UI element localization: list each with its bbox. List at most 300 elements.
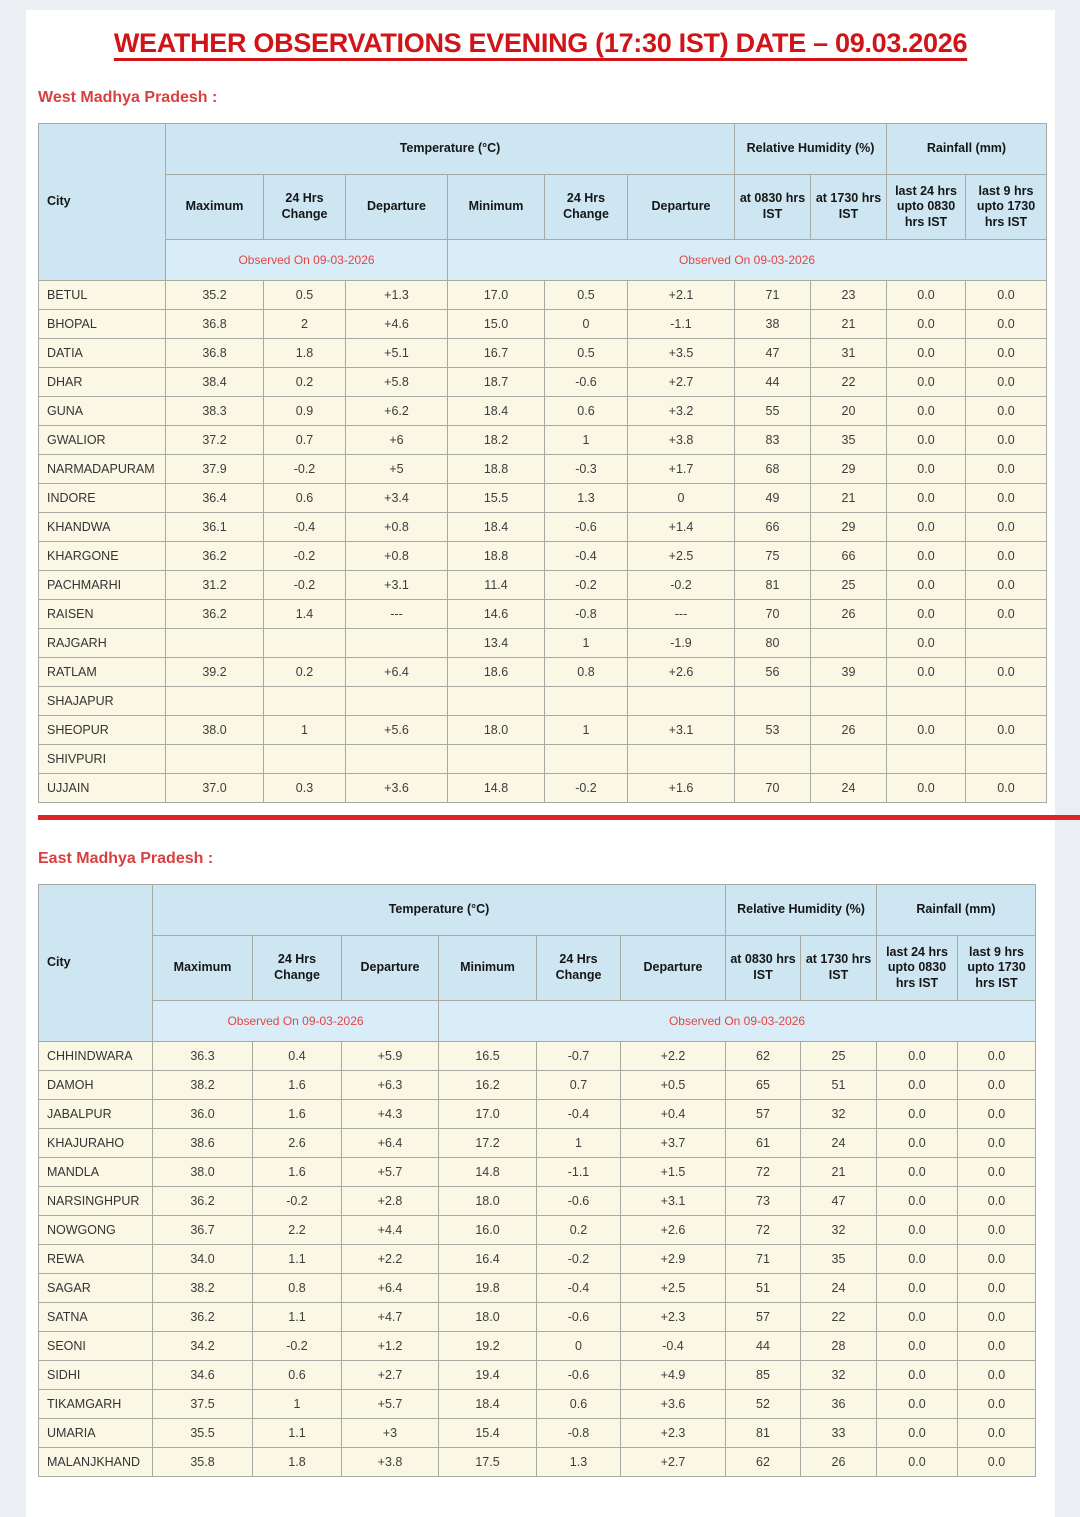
city-cell: MALANJKHAND (39, 1448, 153, 1477)
value-cell: +2.5 (621, 1274, 726, 1303)
table-row (39, 629, 1047, 658)
value-cell: 0.0 (887, 455, 966, 484)
value-cell: 0.0 (966, 339, 1047, 368)
value-cell: +5.9 (342, 1042, 439, 1071)
column-header-row (39, 936, 1036, 1001)
value-cell: +4.3 (342, 1100, 439, 1129)
table-row (39, 1332, 1036, 1361)
city-cell: GUNA (39, 397, 166, 426)
table-header-west (39, 124, 1047, 281)
table-row (39, 426, 1047, 455)
value-cell: 0.0 (958, 1100, 1036, 1129)
value-cell: +0.4 (621, 1100, 726, 1129)
table-row (39, 1158, 1036, 1187)
table-row (39, 542, 1047, 571)
value-cell: -0.2 (264, 571, 346, 600)
city-cell: KHANDWA (39, 513, 166, 542)
col-header-city: City (39, 885, 153, 1042)
observed-on-label-temp: Observed On 09-03-2026 (153, 1001, 439, 1042)
value-cell: 1.1 (253, 1419, 342, 1448)
value-cell: 16.4 (439, 1245, 537, 1274)
col-header-max-departure: Departure (342, 936, 439, 1001)
observed-row (39, 1001, 1036, 1042)
value-cell: 34.0 (153, 1245, 253, 1274)
value-cell: +2.3 (621, 1419, 726, 1448)
value-cell: 73 (726, 1187, 801, 1216)
value-cell: -0.6 (545, 513, 628, 542)
table-row (39, 1274, 1036, 1303)
value-cell: 0 (545, 310, 628, 339)
table-row (39, 774, 1047, 803)
value-cell: 0.0 (966, 455, 1047, 484)
value-cell: 15.0 (448, 310, 545, 339)
value-cell: 0.0 (877, 1361, 958, 1390)
table-row (39, 687, 1047, 716)
value-cell: 55 (735, 397, 811, 426)
bulletin-page (26, 10, 1055, 1517)
city-cell: UMARIA (39, 1419, 153, 1448)
observed-on-label-temp: Observed On 09-03-2026 (166, 240, 448, 281)
city-cell: BHOPAL (39, 310, 166, 339)
value-cell: 36 (801, 1390, 877, 1419)
value-cell: 0.0 (887, 571, 966, 600)
value-cell: 18.7 (448, 368, 545, 397)
value-cell (346, 629, 448, 658)
value-cell: 0.0 (887, 426, 966, 455)
value-cell: 1 (545, 426, 628, 455)
observed-row (39, 240, 1047, 281)
value-cell: -0.6 (537, 1303, 621, 1332)
value-cell: +2.6 (628, 658, 735, 687)
value-cell: 14.8 (448, 774, 545, 803)
value-cell: 75 (735, 542, 811, 571)
table-row (39, 1129, 1036, 1158)
table-row (39, 1419, 1036, 1448)
value-cell: 37.2 (166, 426, 264, 455)
table-row (39, 1361, 1036, 1390)
value-cell: 0.0 (958, 1187, 1036, 1216)
value-cell: 0.0 (887, 513, 966, 542)
col-header-rain-24h: last 24 hrs upto 0830 hrs IST (877, 936, 958, 1001)
value-cell: 18.4 (448, 513, 545, 542)
city-cell: SEONI (39, 1332, 153, 1361)
value-cell: 19.4 (439, 1361, 537, 1390)
value-cell: 38.0 (166, 716, 264, 745)
value-cell: +6 (346, 426, 448, 455)
city-cell: KHARGONE (39, 542, 166, 571)
value-cell: 36.1 (166, 513, 264, 542)
value-cell: 37.9 (166, 455, 264, 484)
table-row (39, 281, 1047, 310)
value-cell: 18.0 (439, 1303, 537, 1332)
value-cell: 0.0 (877, 1158, 958, 1187)
value-cell: +4.6 (346, 310, 448, 339)
value-cell: 0.0 (966, 716, 1047, 745)
table-row (39, 1390, 1036, 1419)
value-cell: +0.8 (346, 542, 448, 571)
city-cell: UJJAIN (39, 774, 166, 803)
col-header-max-change: 24 Hrs Change (264, 175, 346, 240)
city-cell: INDORE (39, 484, 166, 513)
value-cell (166, 745, 264, 774)
weather-table-west (38, 123, 1047, 803)
value-cell: 52 (726, 1390, 801, 1419)
table-row (39, 455, 1047, 484)
value-cell: 0.0 (958, 1274, 1036, 1303)
value-cell: 2 (264, 310, 346, 339)
value-cell: 0.7 (264, 426, 346, 455)
group-header-humidity: Relative Humidity (%) (735, 124, 887, 175)
value-cell (966, 687, 1047, 716)
value-cell (966, 629, 1047, 658)
value-cell: 18.4 (439, 1390, 537, 1419)
value-cell: 22 (801, 1303, 877, 1332)
value-cell: +5.8 (346, 368, 448, 397)
value-cell: 0.0 (887, 542, 966, 571)
table-row (39, 716, 1047, 745)
city-cell: SIDHI (39, 1361, 153, 1390)
value-cell: 0.0 (966, 281, 1047, 310)
value-cell: 0.0 (966, 542, 1047, 571)
value-cell: -0.2 (545, 571, 628, 600)
value-cell: 13.4 (448, 629, 545, 658)
value-cell: 19.8 (439, 1274, 537, 1303)
value-cell: +0.5 (621, 1071, 726, 1100)
value-cell: 29 (811, 513, 887, 542)
table-row (39, 339, 1047, 368)
value-cell: +5.7 (342, 1158, 439, 1187)
value-cell: 1.1 (253, 1303, 342, 1332)
value-cell: +1.6 (628, 774, 735, 803)
value-cell: +3.2 (628, 397, 735, 426)
value-cell: 0.0 (966, 571, 1047, 600)
value-cell: 0.0 (877, 1216, 958, 1245)
value-cell: 62 (726, 1448, 801, 1477)
value-cell: 0.0 (958, 1158, 1036, 1187)
value-cell: 47 (735, 339, 811, 368)
value-cell: 0.0 (877, 1129, 958, 1158)
value-cell: 70 (735, 600, 811, 629)
value-cell: +2.9 (621, 1245, 726, 1274)
value-cell: 36.7 (153, 1216, 253, 1245)
col-header-min-change: 24 Hrs Change (545, 175, 628, 240)
value-cell: 18.6 (448, 658, 545, 687)
value-cell (966, 745, 1047, 774)
value-cell: 25 (811, 571, 887, 600)
value-cell: 0.0 (877, 1100, 958, 1129)
value-cell: +6.3 (342, 1071, 439, 1100)
value-cell (735, 745, 811, 774)
col-header-rain-24h: last 24 hrs upto 0830 hrs IST (887, 175, 966, 240)
value-cell: 34.6 (153, 1361, 253, 1390)
value-cell (346, 745, 448, 774)
value-cell: 66 (811, 542, 887, 571)
value-cell: 0.8 (253, 1274, 342, 1303)
city-cell: NARMADAPURAM (39, 455, 166, 484)
observed-on-label-rest: Observed On 09-03-2026 (448, 240, 1047, 281)
value-cell: 33 (801, 1419, 877, 1448)
value-cell: +6.4 (342, 1129, 439, 1158)
table-row (39, 1187, 1036, 1216)
value-cell: +0.8 (346, 513, 448, 542)
value-cell: 0.0 (877, 1419, 958, 1448)
value-cell (811, 745, 887, 774)
value-cell: 0.0 (887, 629, 966, 658)
value-cell: -0.4 (545, 542, 628, 571)
red-divider (38, 815, 1080, 820)
group-header-temperature: Temperature (°C) (166, 124, 735, 175)
value-cell: 32 (801, 1100, 877, 1129)
value-cell: 0.8 (545, 658, 628, 687)
table-row (39, 1245, 1036, 1274)
value-cell: 57 (726, 1100, 801, 1129)
value-cell: 0.0 (877, 1187, 958, 1216)
col-header-minimum: Minimum (439, 936, 537, 1001)
group-header-row (39, 124, 1047, 175)
col-header-rh-1730: at 1730 hrs IST (811, 175, 887, 240)
value-cell: 0.5 (264, 281, 346, 310)
value-cell: 0.0 (877, 1448, 958, 1477)
table-row (39, 571, 1047, 600)
value-cell: --- (346, 600, 448, 629)
city-cell: SHIVPURI (39, 745, 166, 774)
value-cell: 1 (545, 629, 628, 658)
value-cell: +6.4 (342, 1274, 439, 1303)
value-cell: 49 (735, 484, 811, 513)
value-cell: 1 (537, 1129, 621, 1158)
col-header-min-departure: Departure (621, 936, 726, 1001)
table-body-west (39, 281, 1047, 803)
value-cell: 0.0 (887, 658, 966, 687)
value-cell: +2.1 (628, 281, 735, 310)
value-cell: 11.4 (448, 571, 545, 600)
table-row (39, 397, 1047, 426)
value-cell: 0.0 (958, 1390, 1036, 1419)
col-header-min-change: 24 Hrs Change (537, 936, 621, 1001)
value-cell: 21 (801, 1158, 877, 1187)
value-cell: 0.0 (887, 716, 966, 745)
value-cell: 1.4 (264, 600, 346, 629)
city-cell: RAISEN (39, 600, 166, 629)
value-cell: 36.2 (153, 1303, 253, 1332)
value-cell: +2.3 (621, 1303, 726, 1332)
value-cell: 18.0 (439, 1187, 537, 1216)
value-cell: 14.6 (448, 600, 545, 629)
value-cell: 16.5 (439, 1042, 537, 1071)
value-cell: 72 (726, 1158, 801, 1187)
value-cell: 81 (726, 1419, 801, 1448)
value-cell: 70 (735, 774, 811, 803)
value-cell: -0.2 (253, 1187, 342, 1216)
value-cell: 0.0 (966, 774, 1047, 803)
value-cell: 26 (811, 716, 887, 745)
value-cell: 0.0 (958, 1361, 1036, 1390)
value-cell: +2.8 (342, 1187, 439, 1216)
value-cell: 38.2 (153, 1274, 253, 1303)
value-cell: 24 (801, 1129, 877, 1158)
value-cell: +4.9 (621, 1361, 726, 1390)
value-cell: 24 (801, 1274, 877, 1303)
column-header-row (39, 175, 1047, 240)
value-cell: 28 (801, 1332, 877, 1361)
value-cell: 0.0 (958, 1448, 1036, 1477)
value-cell: +2.2 (342, 1245, 439, 1274)
value-cell: 37.0 (166, 774, 264, 803)
weather-table-east (38, 884, 1036, 1477)
value-cell: 36.0 (153, 1100, 253, 1129)
value-cell: 57 (726, 1303, 801, 1332)
value-cell: +3.6 (621, 1390, 726, 1419)
value-cell: 2.6 (253, 1129, 342, 1158)
value-cell: 0.0 (966, 310, 1047, 339)
value-cell: 17.0 (448, 281, 545, 310)
value-cell: 0.0 (877, 1274, 958, 1303)
value-cell: 0.0 (958, 1216, 1036, 1245)
group-header-humidity: Relative Humidity (%) (726, 885, 877, 936)
value-cell: 35 (811, 426, 887, 455)
value-cell (346, 687, 448, 716)
value-cell: 0.0 (887, 397, 966, 426)
value-cell: +3 (342, 1419, 439, 1448)
value-cell (628, 745, 735, 774)
value-cell: -0.4 (264, 513, 346, 542)
table-row (39, 1042, 1036, 1071)
value-cell: 36.3 (153, 1042, 253, 1071)
value-cell: -0.2 (264, 542, 346, 571)
value-cell: -0.8 (545, 600, 628, 629)
value-cell: 0.0 (966, 368, 1047, 397)
col-header-rain-9h: last 9 hrs upto 1730 hrs IST (958, 936, 1036, 1001)
value-cell: -0.6 (537, 1361, 621, 1390)
value-cell: +2.5 (628, 542, 735, 571)
value-cell: +4.4 (342, 1216, 439, 1245)
table-body-east (39, 1042, 1036, 1477)
value-cell: 0.0 (877, 1390, 958, 1419)
value-cell: +5.1 (346, 339, 448, 368)
value-cell: +3.6 (346, 774, 448, 803)
value-cell: 83 (735, 426, 811, 455)
value-cell: 18.0 (448, 716, 545, 745)
table-row (39, 484, 1047, 513)
value-cell: +2.7 (342, 1361, 439, 1390)
value-cell: -0.2 (264, 455, 346, 484)
value-cell: 0.5 (545, 281, 628, 310)
value-cell: +3.8 (628, 426, 735, 455)
value-cell: 0.0 (887, 774, 966, 803)
value-cell: 14.8 (439, 1158, 537, 1187)
city-cell: NOWGONG (39, 1216, 153, 1245)
value-cell: 0.0 (958, 1303, 1036, 1332)
group-header-rainfall: Rainfall (mm) (877, 885, 1036, 936)
value-cell: 36.4 (166, 484, 264, 513)
value-cell: -0.4 (537, 1100, 621, 1129)
value-cell: 18.8 (448, 455, 545, 484)
value-cell: 51 (726, 1274, 801, 1303)
value-cell: 36.2 (153, 1187, 253, 1216)
value-cell: 66 (735, 513, 811, 542)
value-cell: 16.0 (439, 1216, 537, 1245)
value-cell: 85 (726, 1361, 801, 1390)
city-cell: SHAJAPUR (39, 687, 166, 716)
value-cell: 0.0 (966, 397, 1047, 426)
table-row (39, 1216, 1036, 1245)
value-cell: -0.2 (537, 1245, 621, 1274)
value-cell: 25 (801, 1042, 877, 1071)
value-cell: 0.0 (966, 426, 1047, 455)
value-cell: 36.2 (166, 600, 264, 629)
value-cell: 61 (726, 1129, 801, 1158)
value-cell: +3.7 (621, 1129, 726, 1158)
value-cell: +2.7 (628, 368, 735, 397)
col-header-rh-1730: at 1730 hrs IST (801, 936, 877, 1001)
city-cell: GWALIOR (39, 426, 166, 455)
value-cell: -0.6 (545, 368, 628, 397)
value-cell: -1.1 (628, 310, 735, 339)
value-cell: 38.6 (153, 1129, 253, 1158)
value-cell: 68 (735, 455, 811, 484)
table-row (39, 1100, 1036, 1129)
value-cell: 0.2 (264, 658, 346, 687)
value-cell (264, 629, 346, 658)
value-cell: 39.2 (166, 658, 264, 687)
value-cell: +3.1 (621, 1187, 726, 1216)
value-cell: 24 (811, 774, 887, 803)
value-cell: +1.5 (621, 1158, 726, 1187)
value-cell: 35 (801, 1245, 877, 1274)
value-cell: 0.5 (545, 339, 628, 368)
value-cell: 72 (726, 1216, 801, 1245)
value-cell: 1.6 (253, 1100, 342, 1129)
value-cell: 56 (735, 658, 811, 687)
value-cell: 0.0 (958, 1129, 1036, 1158)
value-cell: 0.0 (877, 1332, 958, 1361)
value-cell: 0.0 (877, 1303, 958, 1332)
col-header-maximum: Maximum (166, 175, 264, 240)
value-cell: 31.2 (166, 571, 264, 600)
col-header-rain-9h: last 9 hrs upto 1730 hrs IST (966, 175, 1047, 240)
col-header-city: City (39, 124, 166, 281)
value-cell: 0.0 (966, 484, 1047, 513)
value-cell (264, 687, 346, 716)
value-cell: 0.0 (887, 339, 966, 368)
value-cell: 0.0 (966, 600, 1047, 629)
value-cell (448, 687, 545, 716)
value-cell: +2.2 (621, 1042, 726, 1071)
city-cell: DHAR (39, 368, 166, 397)
value-cell: -0.2 (628, 571, 735, 600)
value-cell: 35.5 (153, 1419, 253, 1448)
table-row (39, 658, 1047, 687)
table-row (39, 1071, 1036, 1100)
value-cell (166, 629, 264, 658)
value-cell: 0.0 (887, 484, 966, 513)
value-cell: 1 (253, 1390, 342, 1419)
value-cell: +1.4 (628, 513, 735, 542)
value-cell (545, 745, 628, 774)
value-cell: 0.6 (537, 1390, 621, 1419)
value-cell: -1.9 (628, 629, 735, 658)
value-cell: 0.0 (887, 600, 966, 629)
value-cell: 1 (545, 716, 628, 745)
value-cell: --- (628, 600, 735, 629)
group-header-row (39, 885, 1036, 936)
value-cell: 16.7 (448, 339, 545, 368)
table-row (39, 368, 1047, 397)
value-cell: 0.0 (958, 1419, 1036, 1448)
value-cell: 19.2 (439, 1332, 537, 1361)
page-title: WEATHER OBSERVATIONS EVENING (17:30 IST) DATE – 09.03.2026 (113, 28, 968, 58)
value-cell: 31 (811, 339, 887, 368)
